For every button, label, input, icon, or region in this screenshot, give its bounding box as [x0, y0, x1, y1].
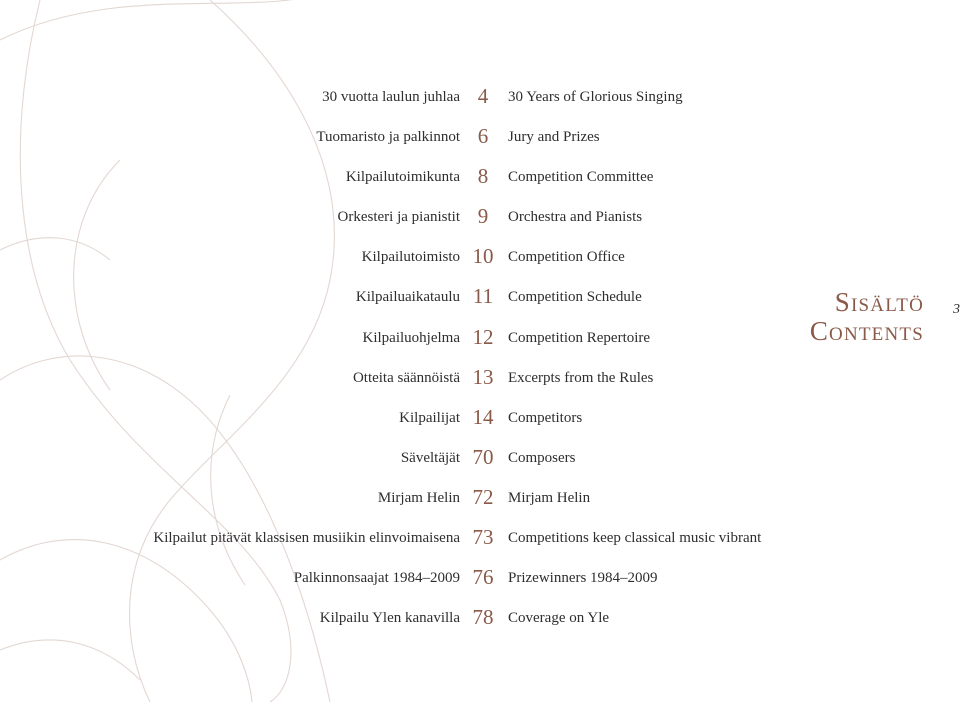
toc-page-number: 70 — [472, 444, 494, 469]
toc-page-number: 78 — [472, 605, 494, 630]
toc-page-number: 8 — [477, 164, 489, 189]
toc-title-finnish: Kilpailijat — [399, 409, 460, 426]
toc-page-number: 73 — [472, 525, 494, 550]
toc-title-finnish: Kilpailu Ylen kanavilla — [319, 610, 460, 627]
toc-title-finnish: Otteita säännöistä — [352, 369, 460, 386]
toc-title-finnish: 30 vuotta laulun juhlaa — [322, 89, 460, 105]
toc-page-number: 10 — [472, 244, 494, 269]
toc-title-finnish: Kilpailutoimisto — [361, 249, 460, 266]
toc-row[interactable] — [0, 160, 960, 200]
toc-row[interactable] — [0, 240, 960, 280]
toc-page-number: 6 — [477, 124, 489, 149]
toc-title-finnish: Mirjam Helin — [377, 489, 460, 506]
toc-row[interactable] — [0, 481, 960, 521]
toc-title-finnish: Kilpailuohjelma — [362, 329, 460, 346]
table-of-contents — [0, 80, 960, 641]
toc-row[interactable] — [0, 441, 960, 481]
toc-title-finnish: Kilpailutoimikunta — [345, 169, 460, 186]
contents-heading — [810, 288, 924, 346]
toc-row[interactable] — [0, 120, 960, 160]
toc-title-english: 30 Years of Glorious Singing — [508, 89, 683, 105]
heading-finnish: Sisältö — [834, 287, 924, 317]
toc-page-number: 11 — [472, 284, 494, 309]
toc-row[interactable] — [0, 361, 960, 401]
toc-title-english: Jury and Prizes — [508, 129, 600, 146]
toc-title-english: Competitions keep classical music vibrant — [508, 530, 762, 547]
toc-title-finnish: Palkinnonsaajat 1984–2009 — [293, 570, 460, 587]
toc-title-english: Competition Repertoire — [508, 329, 651, 346]
toc-page-number: 4 — [477, 84, 489, 108]
toc-title-english: Orchestra and Pianists — [508, 209, 643, 226]
toc-title-finnish: Kilpailuaikataulu — [355, 289, 460, 306]
toc-page-number: 13 — [472, 364, 494, 389]
toc-page-number: 76 — [472, 565, 494, 590]
toc-title-finnish: Säveltäjät — [400, 449, 460, 466]
toc-title-english: Competition Office — [508, 249, 625, 266]
toc-title-english: Coverage on Yle — [508, 610, 610, 627]
toc-title-english: Composers — [508, 449, 576, 466]
toc-page-number: 72 — [472, 484, 494, 509]
toc-page-number: 12 — [472, 324, 494, 349]
toc-title-finnish: Kilpailut pitävät klassisen musiikin elinvoimaisena — [153, 530, 460, 547]
toc-row[interactable] — [0, 200, 960, 240]
toc-page-number: 14 — [472, 404, 494, 429]
toc-title-finnish: Orkesteri ja pianistit — [337, 209, 460, 226]
toc-title-english: Competitors — [508, 409, 583, 426]
toc-title-english: Competition Committee — [508, 169, 654, 186]
toc-title-english: Mirjam Helin — [508, 489, 591, 506]
toc-row[interactable] — [0, 80, 960, 120]
toc-row[interactable] — [0, 401, 960, 441]
toc-title-english: Prizewinners 1984–2009 — [508, 570, 658, 587]
toc-page-number: 9 — [477, 204, 489, 229]
toc-row[interactable] — [0, 521, 960, 561]
toc-title-english: Excerpts from the Rules — [508, 369, 654, 386]
heading-english: Contents — [809, 316, 924, 347]
toc-row[interactable] — [0, 561, 960, 601]
toc-title-finnish: Tuomaristo ja palkinnot — [316, 129, 460, 146]
toc-title-english: Competition Schedule — [508, 289, 642, 306]
page-number: 3 — [953, 302, 960, 317]
toc-row[interactable] — [0, 601, 960, 641]
